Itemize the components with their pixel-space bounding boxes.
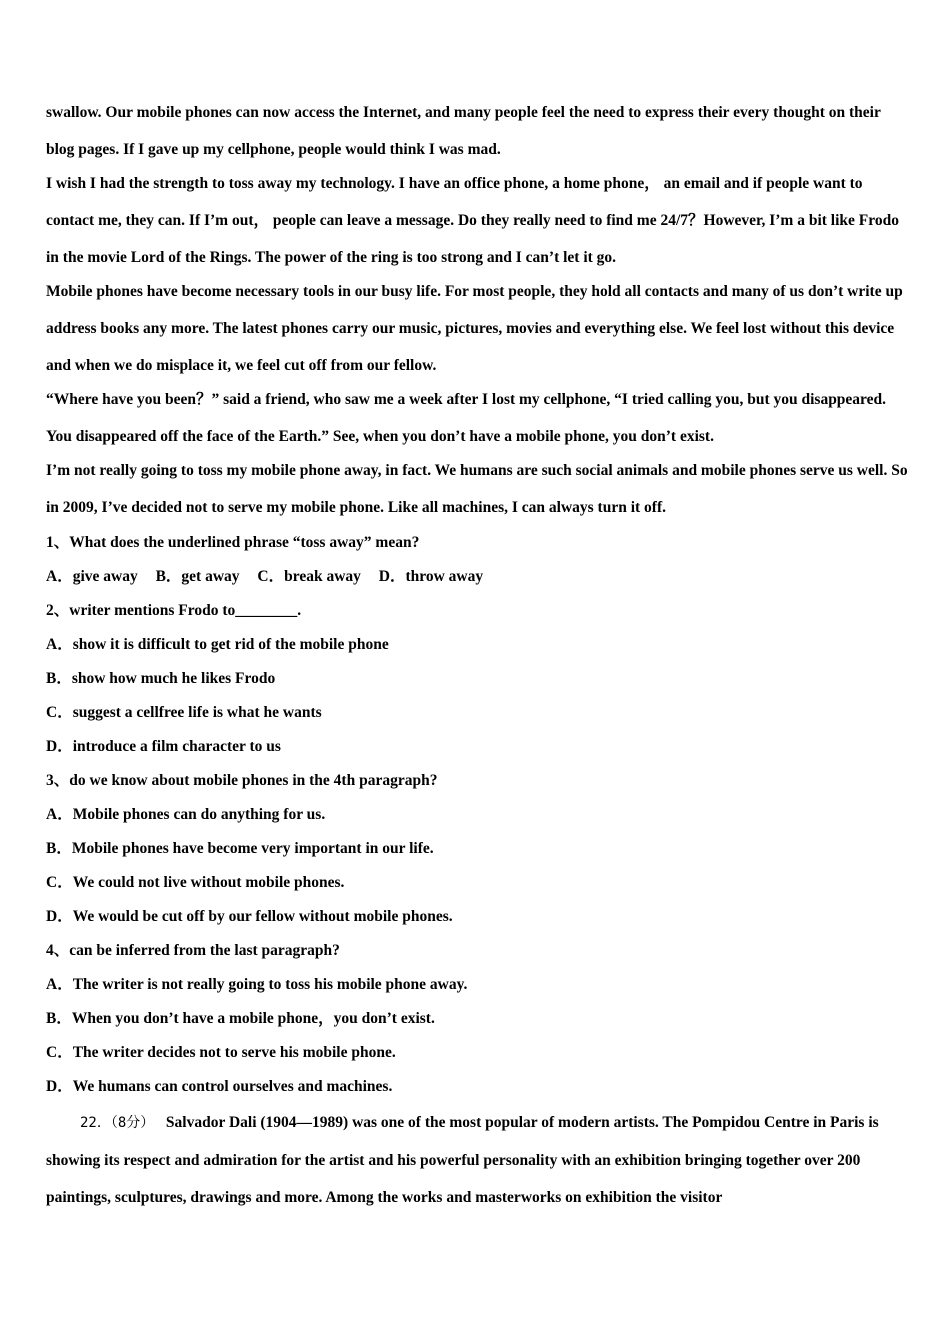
option-b: B．show how much he likes Frodo [46, 670, 276, 687]
question-stem: 2、writer mentions Frodo to________. [46, 602, 302, 619]
option-c: C．break away [257, 568, 361, 585]
section-22-text: Salvador Dali (1904—1989) was one of the most popular of modern artists. The Pompidou Centre in Paris is showing its respect and admiration for the artist and his powerful personality with an exhibition bringing together over 200 paintings, sculptures, drawings and more. Among the works and masterworks on exhibition the visitor [46, 1114, 879, 1206]
section-22-paragraph [46, 1104, 908, 1216]
question-stem: 4、can be inferred from the last paragraph? [46, 942, 340, 959]
passage-paragraph-4: “Where have you been？” said a friend, who saw me a week after I lost my cellphone, “I tried calling you, but you disappeared. You disappeared off the face of the Earth.” See, when you don’t have a mobile phone, you don’t exist. [46, 391, 887, 445]
document-page [46, 94, 908, 1216]
option-a: A．Mobile phones can do anything for us. [46, 806, 326, 823]
option-d: D．We humans can control ourselves and machines. [46, 1078, 393, 1095]
option-c: C．suggest a cellfree life is what he wants [46, 704, 322, 721]
option-b: B．When you don’t have a mobile phone，you don’t exist. [46, 1010, 435, 1027]
question-options [46, 560, 908, 594]
option-c: C．We could not live without mobile phones. [46, 874, 345, 891]
option-a: A．The writer is not really going to toss his mobile phone away. [46, 976, 468, 993]
option-b: B．get away [155, 568, 240, 585]
option-d: D．introduce a film character to us [46, 738, 281, 755]
option-a: A．give away [46, 568, 138, 585]
question-2 [46, 594, 908, 764]
question-stem: 1、What does the underlined phrase “toss away” mean? [46, 534, 420, 551]
option-d: D．We would be cut off by our fellow without mobile phones. [46, 908, 453, 925]
question-stem: 3、do we know about mobile phones in the 4th paragraph? [46, 772, 438, 789]
option-c: C．The writer decides not to serve his mobile phone. [46, 1044, 396, 1061]
passage-paragraph-5: I’m not really going to toss my mobile phone away, in fact. We humans are such social animals and mobile phones serve us well. So in 2009, I’ve decided not to serve my mobile phone. Like all machines, I can always turn it off. [46, 462, 908, 516]
option-d: D．throw away [378, 568, 484, 585]
option-a: A．show it is difficult to get rid of the mobile phone [46, 636, 389, 653]
question-1 [46, 526, 908, 594]
question-4 [46, 934, 908, 1104]
passage-paragraph-1: swallow. Our mobile phones can now access the Internet, and many people feel the need to express their every thought on their blog pages. If I gave up my cellphone, people would think I was mad. [46, 104, 881, 158]
question-3 [46, 764, 908, 934]
section-22-number: 22．（8分） [80, 1115, 155, 1131]
option-b: B．Mobile phones have become very important in our life. [46, 840, 434, 857]
passage-paragraph-3: Mobile phones have become necessary tools in our busy life. For most people, they hold all contacts and many of us don’t write up address books any more. The latest phones carry our music, pictures, movies and everything else. We feel lost without this device and when we do misplace it, we feel cut off from our fellow. [46, 283, 903, 374]
passage-paragraph-2: I wish I had the strength to toss away my technology. I have an office phone, a home phone， an email and if people want to contact me, they can. If I’m out， people can leave a message. Do they really need to find me 24/7？However, I’m a bit like Frodo in the movie Lord of the Rings. The power of the ring is too strong and I can’t let it go. [46, 175, 899, 266]
